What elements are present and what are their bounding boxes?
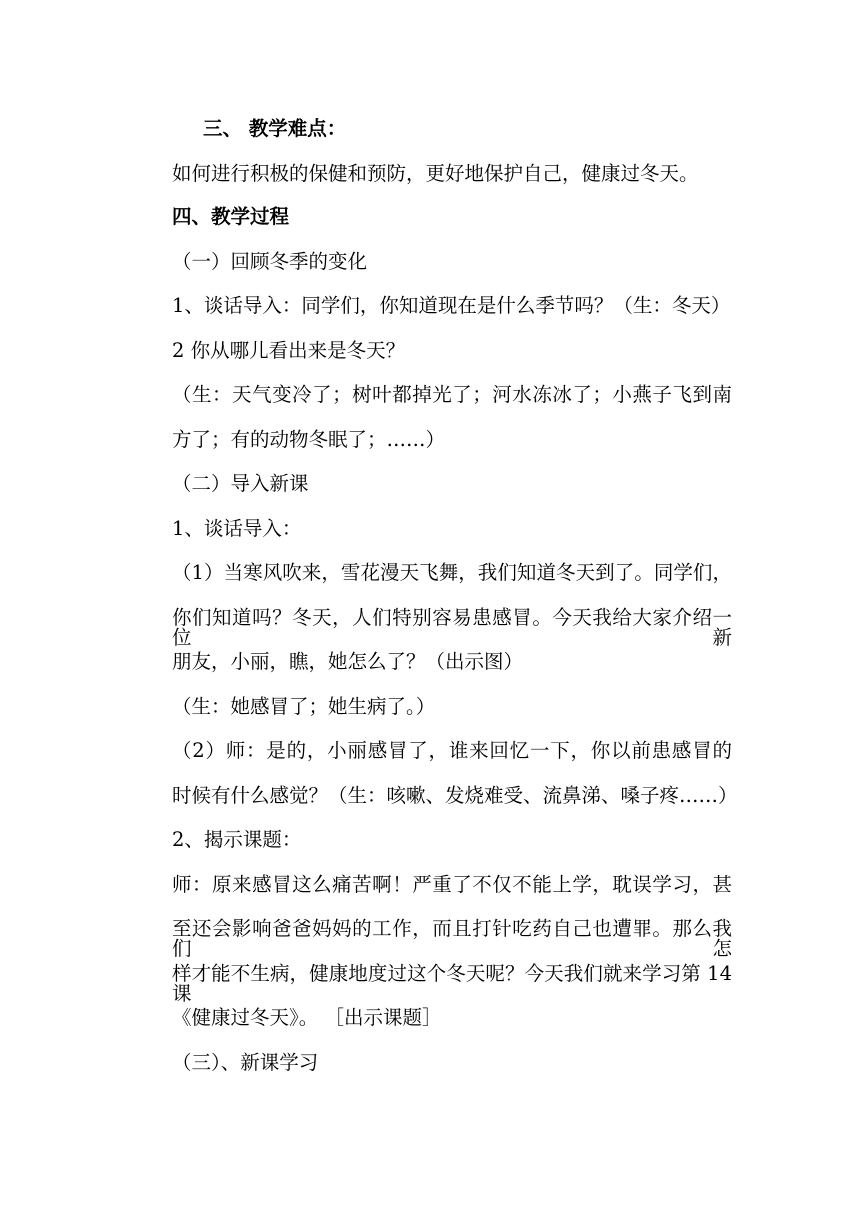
para2-line2: 时候有什么感觉？（生：咳嗽、发烧难受、流鼻涕、嗓子疼……） (172, 784, 738, 807)
item-reveal: 2、揭示课题： (172, 828, 302, 851)
item1-text: 1、谈话导入：同学们，你知道现在是什么季节吗？（生：冬天） (172, 294, 731, 317)
para2-block-a (172, 741, 732, 761)
para3-block-a (172, 875, 732, 895)
answer2-text: （生：她感冒了；她生病了。） (172, 695, 436, 718)
para3-line4: 《健康过冬天》。 ［出示课题］ (172, 1006, 442, 1029)
para1-line1: （1）当寒风吹来，雪花漫天飞舞，我们知道冬天到了。同学们， (172, 561, 732, 584)
answer1-paragraph (172, 385, 732, 405)
answer1-line1: （生：天气变冷了；树叶都掉光了；河水冻冰了；小燕子飞到南 (172, 383, 732, 406)
para3-line1: 师：原来感冒这么痛苦啊！严重了不仅不能上学，耽误学习，甚 (172, 873, 732, 896)
para3-line2: 至还会影响爸爸妈妈的工作，而且打针吃药自己也遭罪。那么我们怎 (172, 917, 732, 960)
section3-heading: 三、 教学难点： (203, 117, 347, 140)
item-talk: 1、谈话导入： (172, 517, 302, 540)
para3-line3: 样才能不生病，健康地度过这个冬天呢？今天我们就来学习第 14 课 (172, 962, 732, 1005)
para1-line3: 朋友，小丽，瞧，她怎么了？（出示图） (172, 650, 524, 673)
item2-text: 2 你从哪儿看出来是冬天？ (172, 339, 406, 362)
para1-block-a (172, 563, 732, 583)
answer1-line2: 方了；有的动物冬眠了；……） (172, 428, 446, 451)
para1-line2: 你们知道吗？冬天，人们特别容易患感冒。今天我给大家介绍一位新 (172, 606, 732, 649)
part2-heading: （二）导入新课 (172, 472, 309, 495)
part1-heading: （一）回顾冬季的变化 (172, 250, 368, 273)
para2-line1: （2）师：是的，小丽感冒了，谁来回忆一下，你以前患感冒的 (172, 739, 732, 762)
part3-heading: （三）、新课学习 (172, 1051, 319, 1074)
para1-block-b (172, 606, 732, 649)
section3-text: 如何进行积极的保健和预防，更好地保护自己，健康过冬天。 (172, 162, 699, 185)
section4-heading: 四、教学过程 (172, 205, 290, 228)
para3-block-c (172, 962, 732, 1005)
para3-block-b (172, 917, 732, 960)
